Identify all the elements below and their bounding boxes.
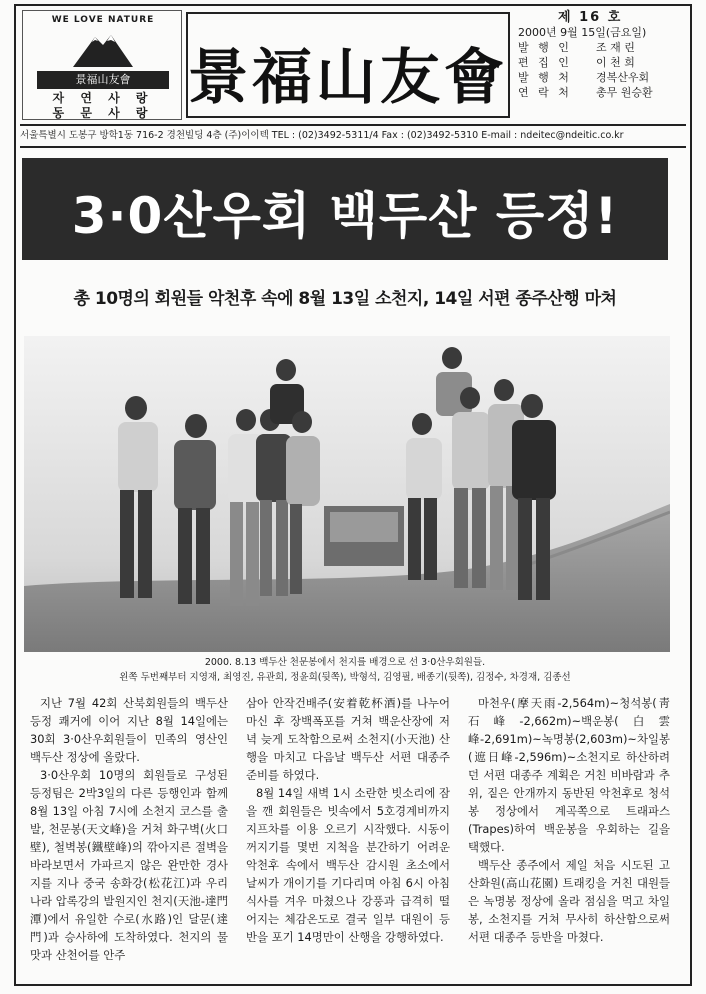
slogan-nature: 자 연 사 랑: [52, 91, 154, 105]
staff-name: 이 천 희: [596, 56, 635, 69]
caption-line: 2000. 8.13 백두산 천문봉에서 천지를 배경으로 선 3·0산우회원들.: [204, 657, 486, 668]
subheadline: 총 10명의 회원들 악천후 속에 8월 13일 소천지, 14일 서편 종주산행 마쳐: [73, 289, 617, 309]
paragraph: 3·0산우회 10명의 회원들로 구성된 등정팀은 2박3일의 다른 등행인과 함께 8월 13일 아침 7시에 소천지 코스를 출발, 천문봉(天文峰)을 거쳐 화구벽(火口壁), 철벽봉(鐵壁峰)의 깎아지른 절벽을 바라보면서 가파르지 않은 완만한 경사지를 지나 중국 송화강(松花江)과 우리나라 압록강의 발원지인 천지(天池-達門潭)에서 유일한 수로(水路)인 달문(達門)과 승사하에 도착하였다. 천지의 물맛과 산천어를 안주: [30, 768, 228, 962]
article-column-2: [246, 694, 450, 946]
contact-address: 서울특별시 도봉구 방학1동 716-2 경천빌딩 4층 (주)이이텍 TEL : (02)3492-5311/4 Fax : (02)3492-5310 E-mail : ndeitec@ndeitic.co.kr: [20, 124, 686, 148]
staff-role: 연 락 처: [518, 86, 572, 99]
paragraph: 삼아 안작건배주(安着乾杯酒)를 나누어 마신 후 장백폭포를 거쳐 백운산장에 저녁 늦게 도착함으로써 소천지(小天池) 산행을 마치고 다음날 백두산 서편 대종주 준비를 하였다.: [246, 696, 450, 782]
staff-row: [518, 40, 686, 55]
staff-name: 총무 원승환: [596, 86, 653, 99]
masthead-title-box: [186, 12, 510, 118]
headline: 3·0산우회 백두산 등정!: [71, 187, 619, 245]
staff-name: 조 재 린: [596, 41, 635, 54]
club-logo-block: [22, 10, 182, 120]
group-photo: [24, 336, 670, 652]
paragraph: 마천우(摩天雨-2,564m)~청석봉(靑石峰-2,662m)~백운봉(白雲峰-2,691m)~녹명봉(2,603m)~차일봉(遮日峰-2,596m)~소천지로 하산하려던 서편 대종주 계획은 거친 비바람과 추위, 짙은 안개까지 동반된 악천후로 청석봉 정상에서 계곡쪽으로 트래파스(Trapes)하여 백운봉을 우회하는 길을 택했다.: [468, 696, 670, 854]
mountain-icon: [73, 31, 133, 67]
publication-info: [518, 10, 686, 100]
article-column-1: [30, 694, 228, 964]
logo-slogan: [37, 91, 169, 121]
logo-club-name: 景福山友會: [37, 71, 169, 89]
masthead-title: 景福山友會: [188, 43, 508, 113]
staff-row: [518, 55, 686, 70]
article-column-3: [468, 694, 670, 946]
staff-row: [518, 70, 686, 85]
staff-role: 발 행 인: [518, 41, 572, 54]
staff-role: 발 행 처: [518, 71, 572, 84]
photo-caption: [22, 655, 668, 685]
staff-name: 경복산우회: [596, 71, 650, 84]
caption-names: 왼쪽 두번째부터 지영재, 최영진, 유관희, 정윤희(뒷쪽), 박형석, 김영필, 배종기(뒷쪽), 김정수, 차경재, 김종선: [119, 672, 571, 683]
issue-date: 2000년 9월 15일(금요일): [518, 26, 647, 39]
headline-banner: [22, 158, 668, 260]
slogan-alumni: 동 문 사 랑: [52, 106, 154, 120]
paragraph: 지난 7월 42회 산북회원들의 백두산 등정 쾌거에 이어 지난 8월 14일에는 30회 3·0산우회원들이 민족의 영산인 백두산 정상에 올랐다.: [30, 696, 228, 764]
staff-role: 편 집 인: [518, 56, 572, 69]
logo-tagline: WE LOVE NATURE: [51, 15, 155, 25]
staff-row: [518, 85, 686, 100]
paragraph: 백두산 종주에서 제일 처음 시도된 고산화원(高山花園) 트래킹을 거친 대원들은 녹명봉 정상에 올라 점심을 먹고 차일봉, 소천지를 거쳐 무사히 하산함으로써 서편 대종주 등반을 마쳤다.: [468, 858, 670, 944]
paragraph: 8월 14일 새벽 1시 소란한 빗소리에 잠을 깬 회원들은 빗속에서 5호경계비까지 지프차를 이용 오르기 시작했다. 시동이 꺼지기를 몇번 지척을 분간하기 어려운 악천후 속에서 백두산 감시원 초소에서 날씨가 개이기를 기다리며 아침 6시 아침식사를 겨우 마쳤으나 강풍과 급격히 떨어지는 체감온도로 결국 일부 대원이 등반을 포기 14명만이 산행을 강행하였다.: [246, 786, 450, 944]
issue-number: 제 16 호: [558, 10, 623, 25]
